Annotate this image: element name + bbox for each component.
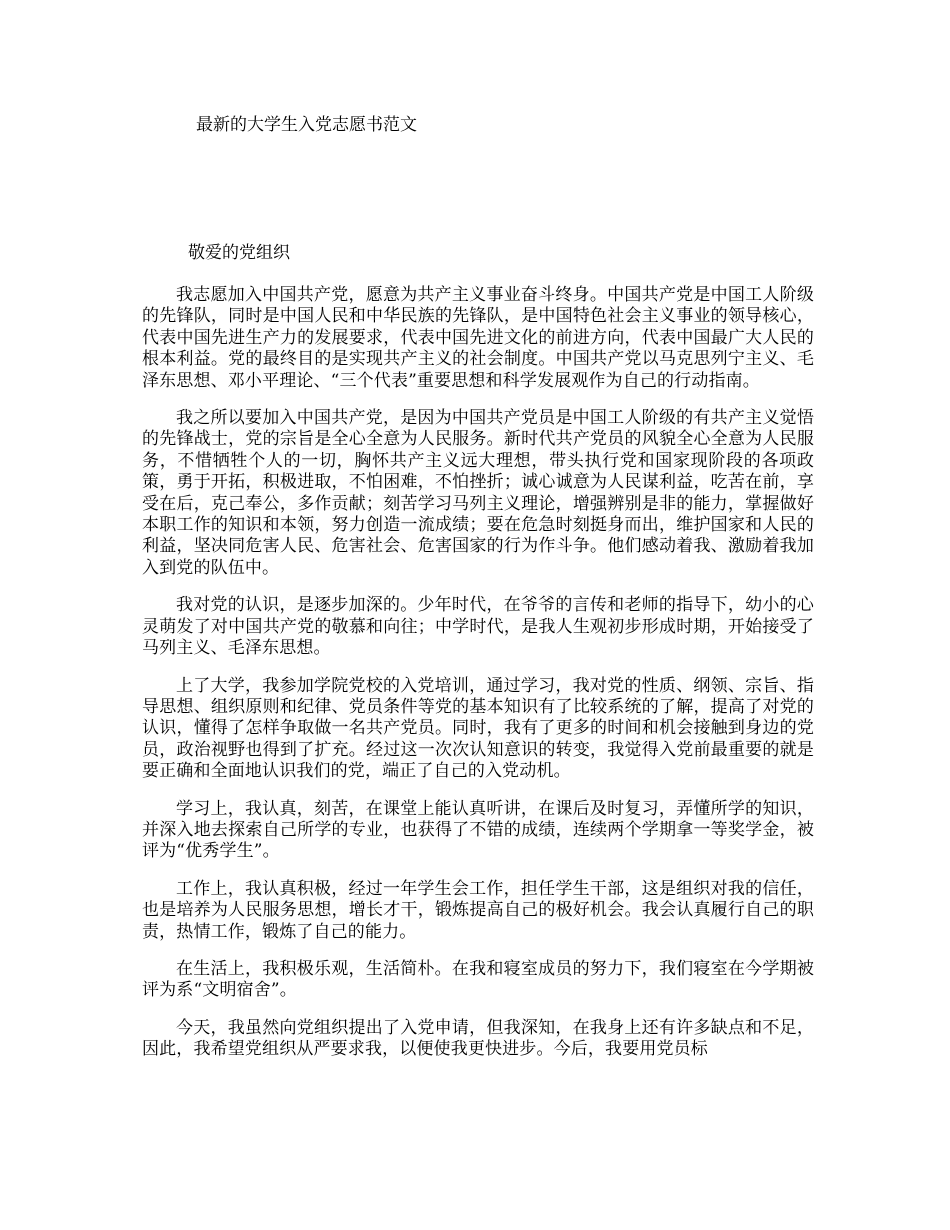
- paragraph: 今天，我虽然向党组织提出了入党申请，但我深知，在我身上还有许多缺点和不足，因此，我希望党组织从严要求我，以便使我更快进步。今后，我要用党员标: [142, 1017, 814, 1060]
- document-body: [142, 285, 814, 1077]
- document-title: 最新的大学生入党志愿书范文: [196, 115, 417, 135]
- paragraph: 在生活上，我积极乐观，生活简朴。在我和寝室成员的努力下，我们寝室在今学期被评为系“文明宿舍”。: [142, 958, 814, 1001]
- salutation: 敬爱的党组织: [188, 243, 290, 263]
- paragraph: 我之所以要加入中国共产党，是因为中国共产党员是中国工人阶级的有共产主义觉悟的先锋战士，党的宗旨是全心全意为人民服务。新时代共产党员的风貌全心全意为人民服务，不惜牺牲个人的一切，胸怀共产主义远大理想，带头执行党和国家现阶段的各项政策，勇于开拓，积极进取，不怕困难，不怕挫折；诚心诚意为人民谋利益，吃苦在前，享受在后，克己奉公，多作贡献；刻苦学习马列主义理论，增强辨别是非的能力，掌握做好本职工作的知识和本领，努力创造一流成绩；要在危急时刻挺身而出，维护国家和人民的利益，坚决同危害人民、危害社会、危害国家的行为作斗争。他们感动着我、激励着我加入到党的队伍中。: [142, 408, 814, 578]
- paragraph: 工作上，我认真积极，经过一年学生会工作，担任学生干部，这是组织对我的信任，也是培养为人民服务思想，增长才干，锻炼提高自己的极好机会。我会认真履行自己的职责，热情工作，锻炼了自己的能力。: [142, 878, 814, 942]
- paragraph: 上了大学，我参加学院党校的入党培训，通过学习，我对党的性质、纲领、宗旨、指导思想、组织原则和纪律、党员条件等党的基本知识有了比较系统的了解，提高了对党的认识，懂得了怎样争取做一名共产党员。同时，我有了更多的时间和机会接触到身边的党员，政治视野也得到了扩充。经过这一次次认知意识的转变，我觉得入党前最重要的就是要正确和全面地认识我们的党，端正了自己的入党动机。: [142, 675, 814, 782]
- paragraph: 学习上，我认真，刻苦，在课堂上能认真听讲，在课后及时复习，弄懂所学的知识，并深入地去探索自己所学的专业，也获得了不错的成绩，连续两个学期拿一等奖学金，被评为“优秀学生”。: [142, 798, 814, 862]
- paragraph: 我对党的认识，是逐步加深的。少年时代，在爷爷的言传和老师的指导下，幼小的心灵萌发了对中国共产党的敬慕和向往；中学时代，是我人生观初步形成时期，开始接受了马列主义、毛泽东思想。: [142, 595, 814, 659]
- paragraph: 我志愿加入中国共产党，愿意为共产主义事业奋斗终身。中国共产党是中国工人阶级的先锋队，同时是中国人民和中华民族的先锋队，是中国特色社会主义事业的领导核心，代表中国先进生产力的发展要求，代表中国先进文化的前进方向，代表中国最广大人民的根本利益。党的最终目的是实现共产主义的社会制度。中国共产党以马克思列宁主义、毛泽东思想、邓小平理论、“三个代表”重要思想和科学发展观作为自己的行动指南。: [142, 285, 814, 391]
